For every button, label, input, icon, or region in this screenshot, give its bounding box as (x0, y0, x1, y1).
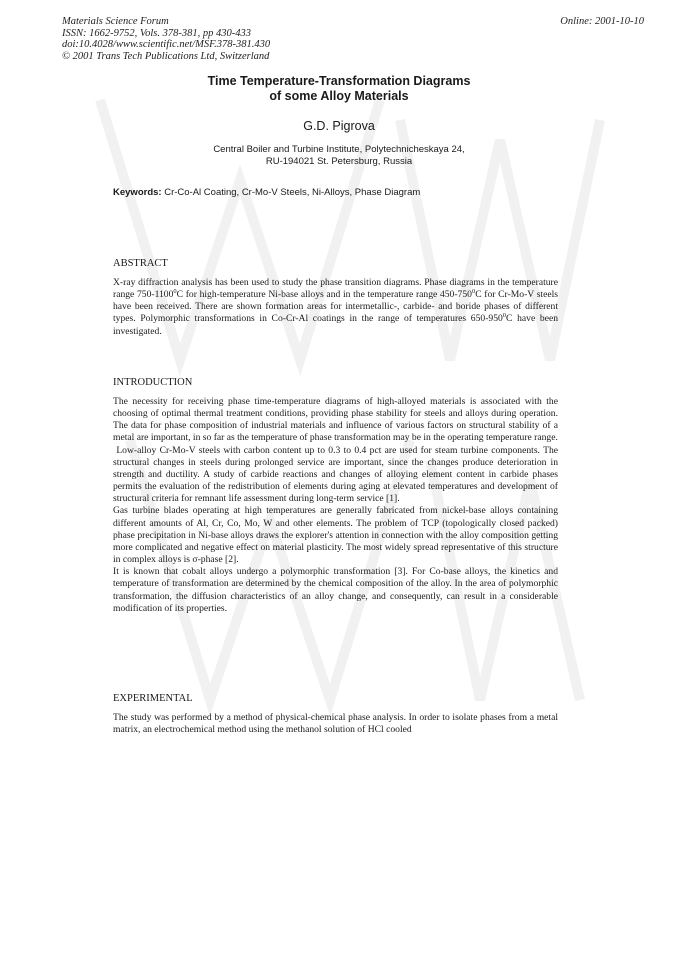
title-line-2: of some Alloy Materials (269, 89, 409, 103)
degree-sup-2: 0 (471, 287, 476, 295)
copyright-line: © 2001 Trans Tech Publications Ltd, Switzerland (62, 50, 270, 62)
degree-sup-1: 0 (173, 287, 177, 295)
abstract-heading: ABSTRACT (113, 258, 168, 269)
intro-paragraph-4: It is known that cobalt alloys undergo a polymorphic transformation [3]. For Co-base alloys, the kinetics and temperature of transformation are determined by the chemical composition of the alloy. In the area of polymorphic transformation, the diffusion characteristics of an alloy change, and consequently, can result in a considerable modification of its properties. (113, 566, 558, 614)
abstract-paragraph (113, 277, 558, 338)
affiliation-line-2: RU-194021 St. Petersburg, Russia (265, 156, 413, 167)
title-line-1: Time Temperature-Transformation Diagrams (207, 74, 471, 88)
keywords (113, 187, 420, 198)
journal-name: Materials Science Forum (62, 16, 169, 27)
abstract-text-b: C for high-temperature Ni-base alloys and in the temperature range 450-750 (176, 289, 472, 301)
intro-paragraph-2: Low-alloy Cr-Mo-V steels with carbon content up to 0.3 to 0.4 pct are used for steam turbine components. The structural changes in steels during prolonged service are important, since the changes produce deterioration in strength and ductility. A study of carbide reactions and changes of alloying element content in carbide phases permits the evaluation of the redistribution of elements during aging at elevated temperatures and development of structural criteria for remnant life assessment during long-term service [1]. (113, 444, 561, 505)
doi-line[interactable]: doi:10.4028/www.scientific.net/MSF.378-381.430 (62, 39, 271, 50)
paper-title (0, 74, 678, 104)
abstract-text-a: X-ray diffraction analysis has been used to study the phase transition diagrams. Phase diagrams in the temperature range 750-1100 (113, 277, 558, 301)
introduction-body (113, 396, 561, 615)
keywords-text: Cr-Co-Al Coating, Cr-Mo-V Steels, Ni-Alloys, Phase Diagram (164, 187, 421, 198)
abstract-text-c: C for Cr-Mo-V steels have been received. There are shown formation areas for intermetallic-, carbide- and boride phases of different types. Polymorphic transformations in Co-Cr-Al coatings in the range of temperatures 650-950 (113, 289, 559, 325)
journal-header (62, 16, 270, 62)
experimental-paragraph: The study was performed by a method of physical-chemical phase analysis. In order to isolate phases from a metal matrix, an electrochemical method using the methanol solution of HCl cooled (113, 712, 558, 736)
keywords-label: Keywords: (113, 187, 162, 198)
introduction-heading: INTRODUCTION (113, 377, 193, 388)
experimental-heading: EXPERIMENTAL (113, 693, 193, 704)
intro-paragraph-3: Gas turbine blades operating at high temperatures are generally fabricated from nickel-base alloys containing different amounts of Al, Cr, Co, Mo, W and other elements. The problem of TCP (topologically closed packed) phase precipitation in Ni-base alloys draws the explorer's attention in connection with the alloy composition getting more complicated and negative effect on material plasticity. The most widely spread representative of this structure in complex alloys is σ-phase [2]. (113, 505, 558, 566)
affiliation (0, 144, 678, 168)
abstract-text-d: C have been investigated. (113, 313, 559, 337)
issn-line: ISSN: 1662-9752, Vols. 378-381, pp 430-433 (62, 27, 251, 39)
intro-paragraph-1: The necessity for receiving phase time-temperature diagrams of high-alloyed materials is associated with the choosing of optimal thermal treatment conditions, providing phase stability for steels and alloys during operation. The data for phase composition of industrial materials and influence of various factors on structural stability of a metal are important, in so far as the temperature of phase transformation may be in the operating temperature range. (113, 396, 558, 444)
affiliation-line-1: Central Boiler and Turbine Institute, Polytechnicheskaya 24, (213, 144, 465, 155)
degree-sup-3: 0 (502, 312, 507, 320)
online-date: Online: 2001-10-10 (560, 16, 644, 27)
author-name: G.D. Pigrova (303, 119, 375, 133)
